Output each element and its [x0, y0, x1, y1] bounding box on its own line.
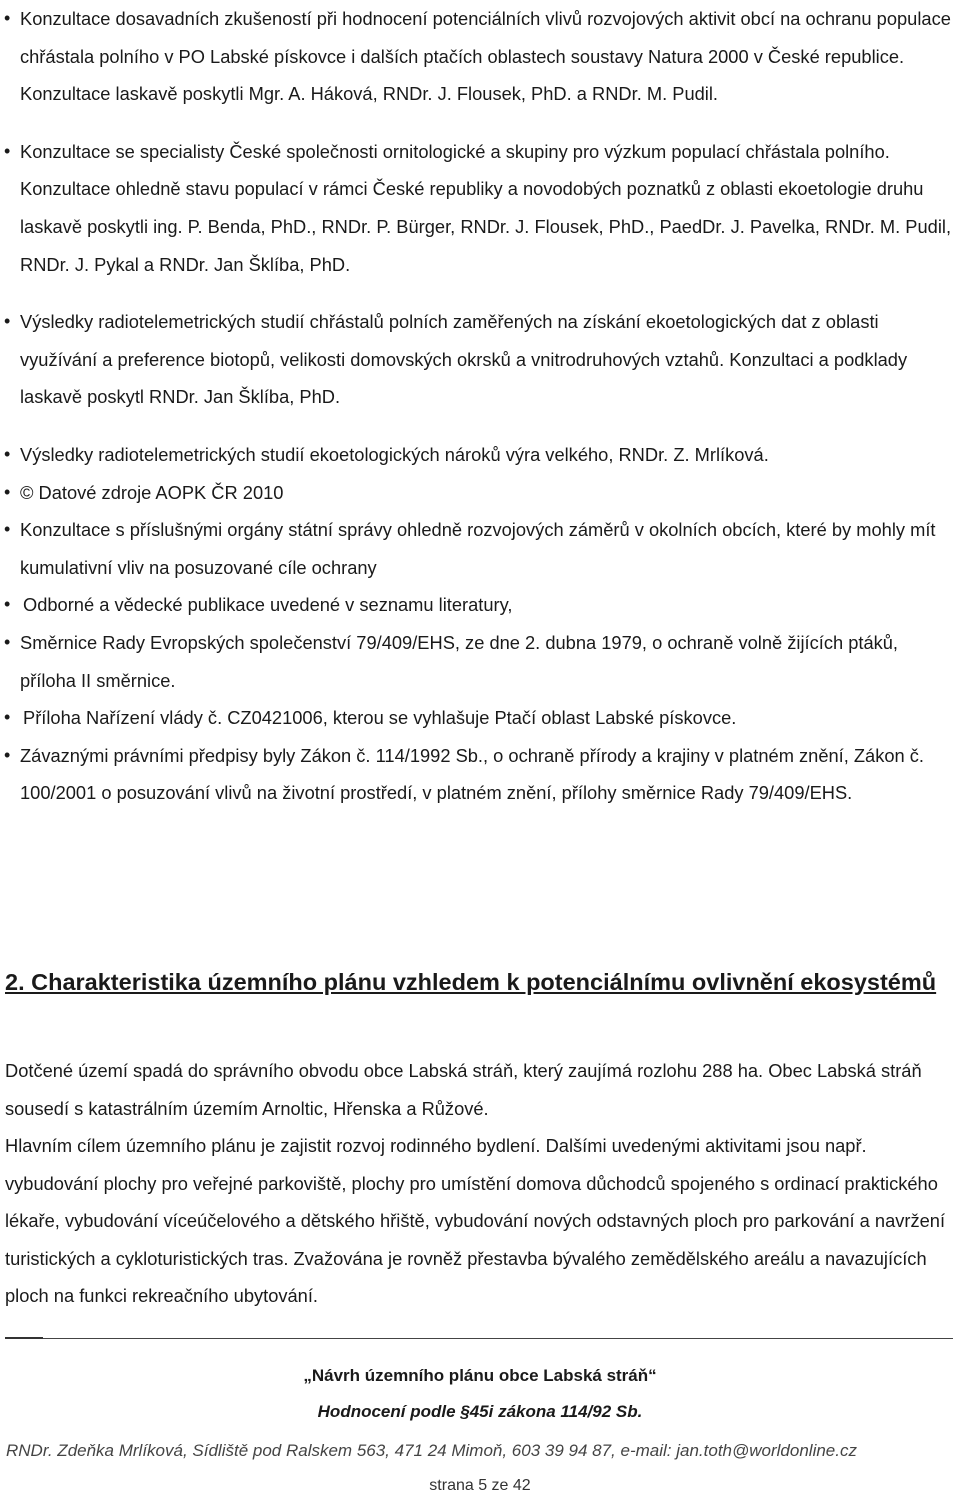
list-item: • Odborné a vědecké publikace uvedené v seznamu literatury, — [4, 586, 956, 624]
page-number: strana 5 ze 42 — [429, 1477, 531, 1494]
source-list — [4, 0, 956, 812]
list-item: • Konzultace se specialisty České společnosti ornitologické a skupiny pro výzkum populací chřástala polního. Konzultace ohledně stavu populací v rámci České republiky a novodobých poznatků z oblasti ekoetologie druhu laskavě poskytli ing. P. Benda, PhD., RNDr. P. Bürger, RNDr. J. Flousek, PhD., PaedDr. J. Pavelka, RNDr. M. Pudil, RNDr. J. Pykal a RNDr. Jan Šklíba, PhD. — [4, 133, 956, 283]
list-item: • Výsledky radiotelemetrických studií chřástalů polních zaměřených na získání ekoetologických dat z oblasti využívání a preference biotopů, velikosti domovských okrsků a vnitrodruhových vztahů. Konzultaci a podklady laskavě poskytl RNDr. Jan Šklíba, PhD. — [4, 303, 956, 416]
section-heading: 2. Charakteristika územního plánu vzhledem k potenciálnímu ovlivnění ekosystémů — [5, 969, 937, 995]
list-item: • Výsledky radiotelemetrických studií ekoetologických nároků výra velkého, RNDr. Z. Mrlíková. — [4, 436, 956, 474]
list-item: • Příloha Nařízení vlády č. CZ0421006, kterou se vyhlašuje Ptačí oblast Labské pískovce. — [4, 699, 956, 737]
list-item: • Závaznými právními předpisy byly Zákon č. 114/1992 Sb., o ochraně přírody a krajiny v platném znění, Zákon č. 100/2001 o posuzování vlivů na životní prostředí, v platném znění, přílohy směrnice Rady 79/409/EHS. — [4, 737, 956, 812]
list-item: • Směrnice Rady Evropských společenství 79/409/EHS, ze dne 2. dubna 1979, o ochraně volně žijících ptáků, příloha II směrnice. — [4, 624, 956, 699]
list-item: • Konzultace dosavadních zkušeností při hodnocení potenciálních vlivů rozvojových aktivit obcí na ochranu populace chřástala polního v PO Labské pískovce i dalších ptačích oblastech soustavy Natura 2000 v České republice. Konzultace laskavě poskytli Mgr. A. Háková, RNDr. J. Flousek, PhD. a RNDr. M. Pudil. — [4, 0, 956, 113]
footer-address: RNDr. Zdeňka Mrlíková, Sídliště pod Ralskem 563, 471 24 Mimoň, 603 39 94 87, e-mail: jan.toth@worldonline.cz — [6, 1441, 857, 1460]
footer-divider-accent — [5, 1337, 43, 1339]
paragraph-area: Dotčené území spadá do správního obvodu obce Labská stráň, který zaujímá rozlohu 288 ha. Obec Labská stráň sousedí s katastrálním územím Arnoltic, Hřenska a Růžové. — [5, 1060, 922, 1119]
paragraph-goals: Hlavním cílem územního plánu je zajistit rozvoj rodinného bydlení. Dalšími uvedenými aktivitami jsou např. vybudování plochy pro veřejné parkoviště, plochy pro umístění domova důchodců spojeného s ordinací praktického lékaře, vybudování víceúčelového a dětského hřiště, vybudování nových odstavných ploch pro parkování a navržení turistických a cykloturistických tras. Zvažována je rovněž přestavba bývalého zemědělského areálu a navazujících ploch na funkci rekreačního ubytování. — [5, 1135, 946, 1307]
footer-divider — [5, 1338, 953, 1339]
footer-subtitle: Hodnocení podle §45i zákona 114/92 Sb. — [317, 1402, 643, 1421]
footer-title: „Návrh územního plánu obce Labská stráň“ — [303, 1366, 657, 1385]
list-item: • Konzultace s příslušnými orgány státní správy ohledně rozvojových záměrů v okolních obcích, které by mohly mít kumulativní vliv na posuzované cíle ochrany — [4, 511, 956, 586]
list-item: • © Datové zdroje AOPK ČR 2010 — [4, 474, 956, 512]
